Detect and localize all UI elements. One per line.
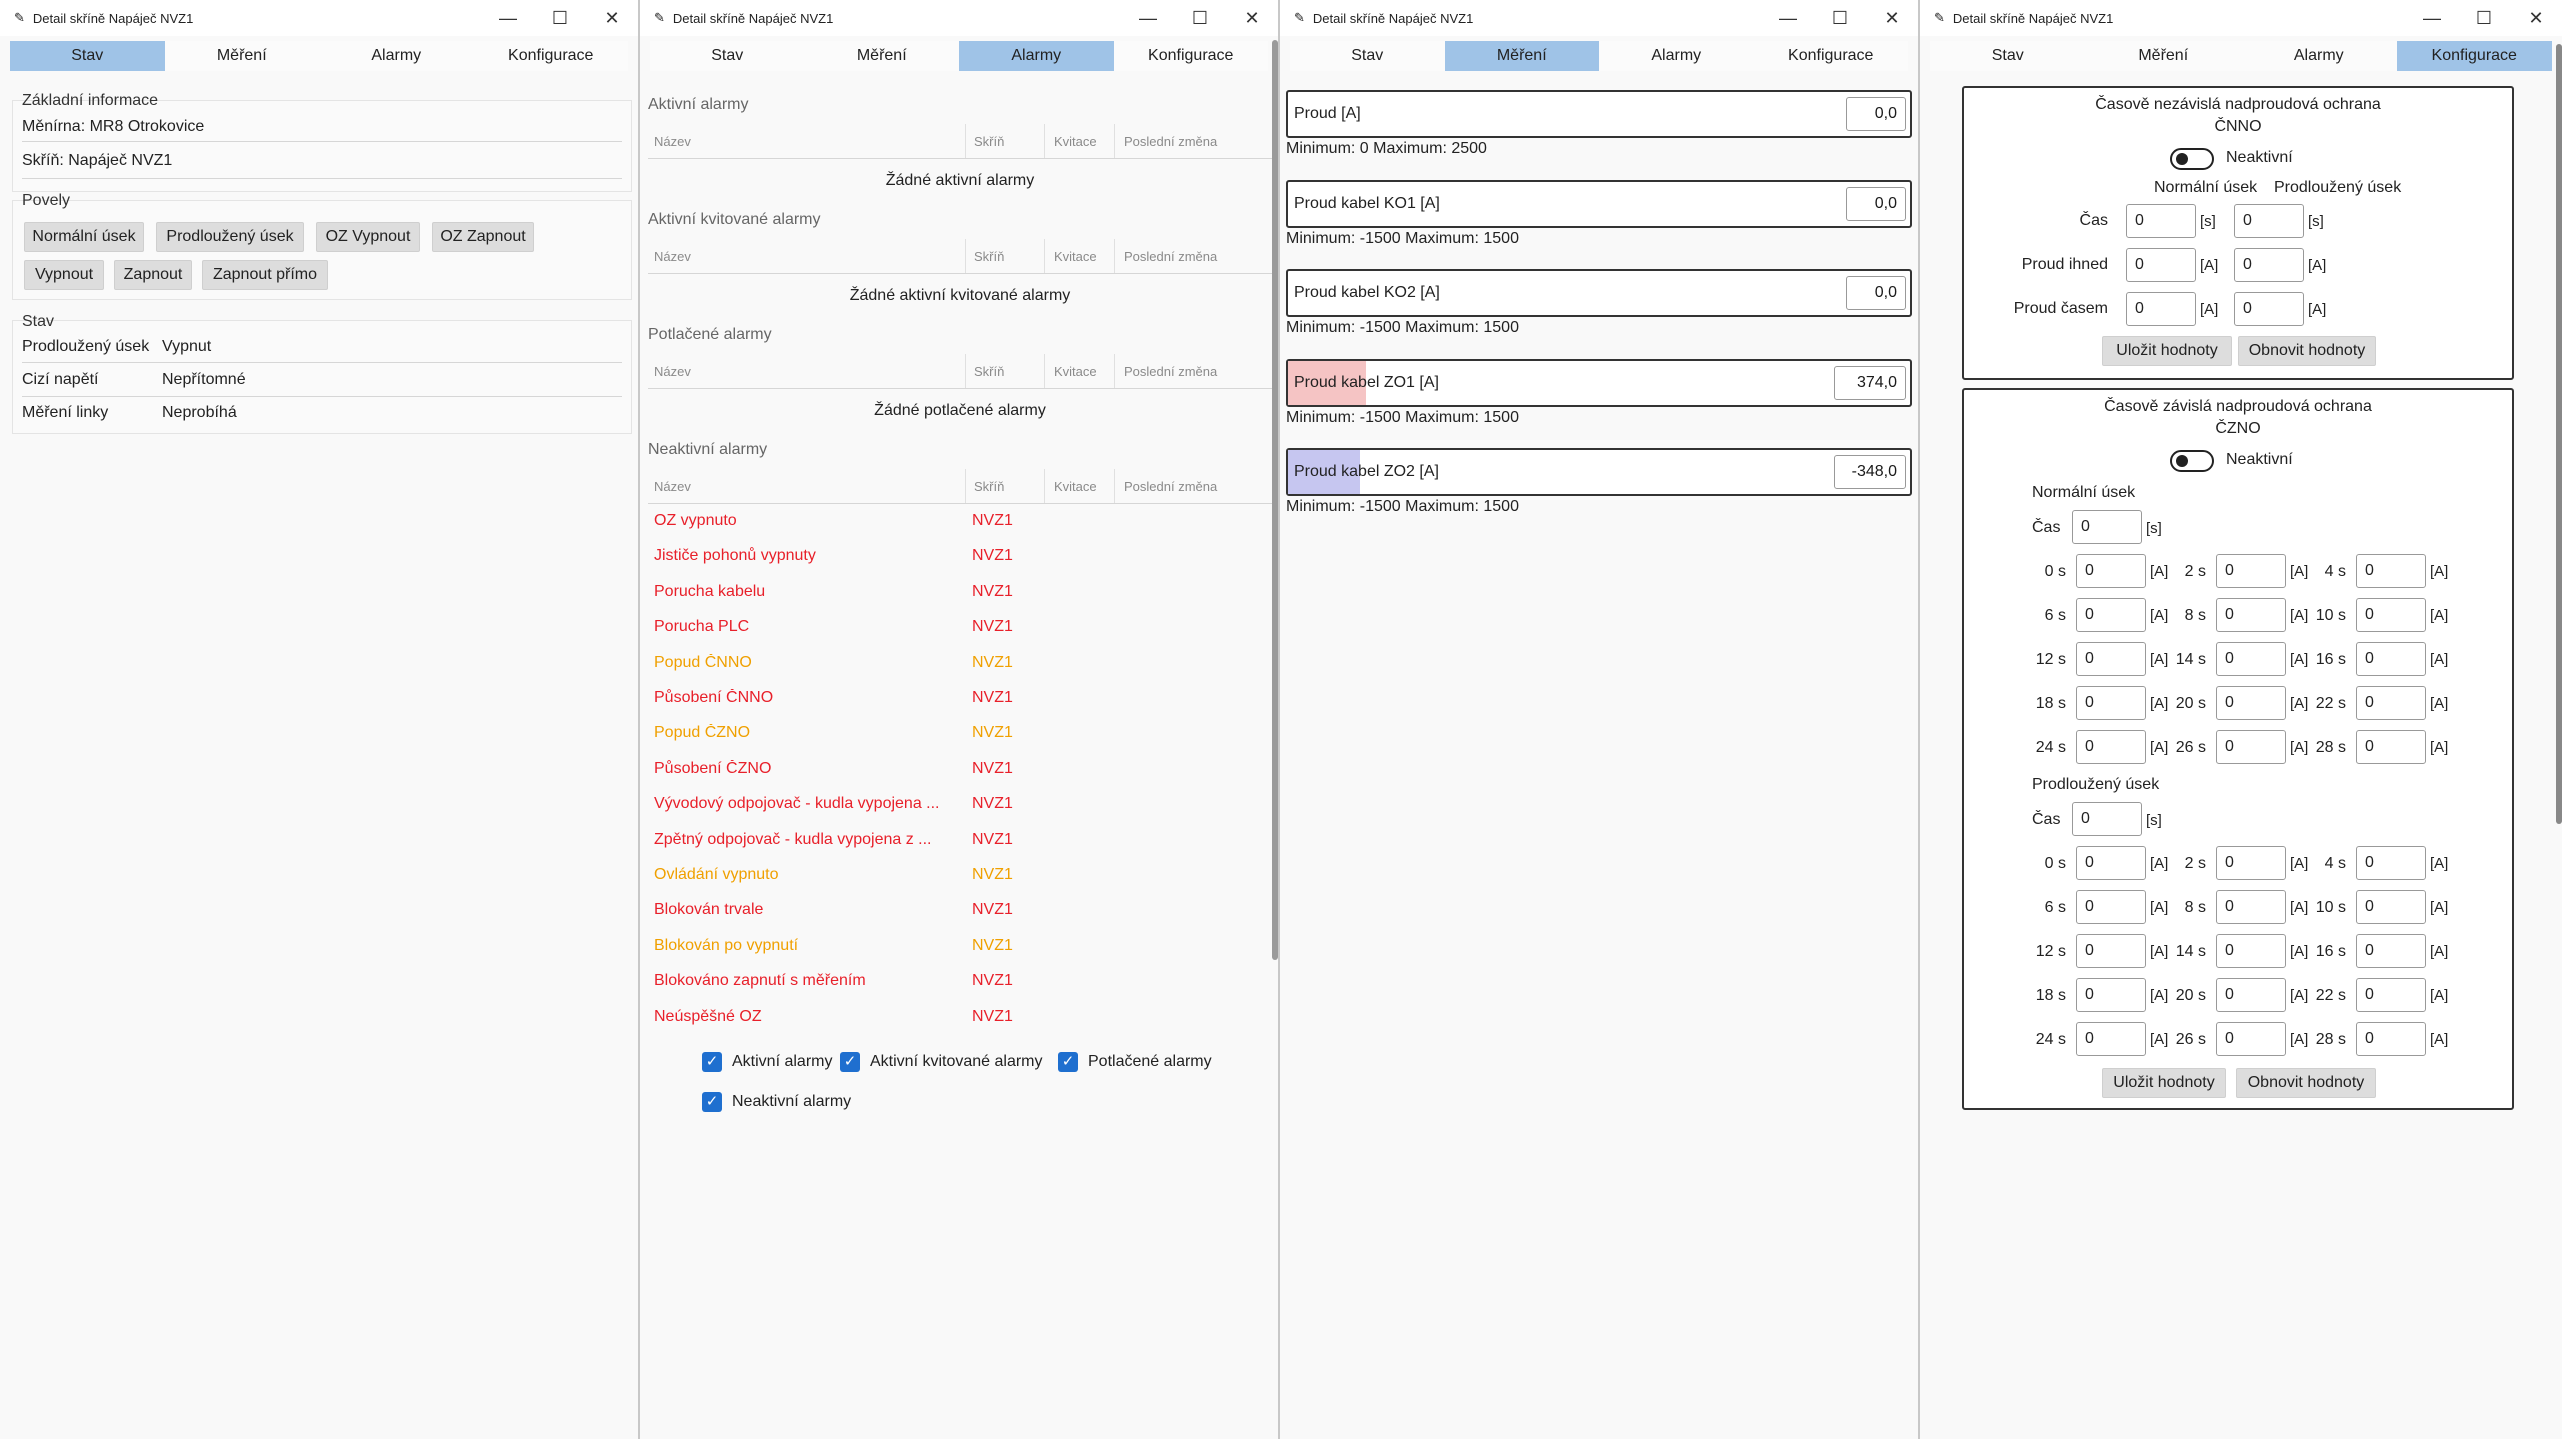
minimize-icon[interactable]: — [1139, 8, 1157, 28]
title-bar[interactable] [640, 0, 1278, 36]
title-bar[interactable] [1280, 0, 1918, 36]
czno-time-label: 28 s [2315, 1031, 2346, 1048]
cnno-save-button[interactable]: Uložit hodnoty [2102, 336, 2232, 366]
col-kvitace[interactable]: Kvitace [1054, 479, 1097, 494]
czno-current-input[interactable]: 0 [2216, 686, 2286, 720]
czno-prodl-cas-input[interactable]: 0 [2072, 802, 2142, 836]
czno-time-label: 2 s [2184, 855, 2206, 872]
unit-s: [s] [2146, 812, 2162, 829]
unit-a: [A] [2150, 695, 2169, 712]
czno-time-label: 12 s [2035, 651, 2066, 668]
col-kvitace[interactable]: Kvitace [1054, 134, 1097, 149]
col-nazev[interactable]: Název [654, 479, 691, 494]
czno-current-input[interactable]: 0 [2356, 934, 2426, 968]
empty-ack: Žádné aktivní kvitované alarmy [849, 287, 1071, 304]
measurement-value: -348,0 [1834, 455, 1906, 489]
czno-normal-cas-label: Čas [2032, 519, 2061, 536]
alarm-name[interactable]: Porucha kabelu [654, 582, 766, 600]
close-icon[interactable]: ✕ [604, 8, 620, 28]
czno-current-input[interactable]: 0 [2216, 978, 2286, 1012]
unit-a: [A] [2290, 899, 2309, 916]
unit-a: [A] [2430, 607, 2449, 624]
col-divider [1044, 469, 1045, 503]
filter-inactive-checkbox[interactable] [702, 1092, 851, 1112]
vypnout-button[interactable]: Vypnout [24, 260, 104, 290]
prodlouzeny-usek-button[interactable]: Prodloužený úsek [156, 222, 304, 252]
window-title: Detail skříně Napáječ NVZ1 [1952, 10, 2114, 26]
tab-alarmy[interactable]: Alarmy [959, 41, 1114, 71]
czno-current-input[interactable]: 0 [2356, 598, 2426, 632]
cnno-prodl-input[interactable]: 0 [2234, 204, 2304, 238]
tab-konfigurace[interactable]: Konfigurace [1788, 47, 1874, 64]
empty-suppressed: Žádné potlačené alarmy [874, 402, 1046, 419]
tab-stav[interactable]: Stav [1991, 47, 2024, 64]
czno-time-label: 14 s [2175, 651, 2206, 668]
czno-time-label: 10 s [2315, 607, 2346, 624]
cnno-subtitle: ČNNO [2214, 118, 2262, 135]
cnno-title: Časově nezávislá nadproudová ochrana [2095, 96, 2381, 113]
czno-time-label: 20 s [2175, 987, 2206, 1004]
czno-time-label: 8 s [2184, 899, 2206, 916]
czno-prodl-header: Prodloužený úsek [2032, 776, 2160, 793]
unit-a: [A] [2290, 563, 2309, 580]
alarm-name[interactable]: Zpětný odpojovač - kudla vypojena z ... [654, 830, 932, 848]
stav-row-label: Cizí napětí [22, 371, 99, 388]
divider [648, 273, 1276, 274]
czno-toggle-label: Neaktivní [2226, 451, 2293, 468]
measurement-value: 0,0 [1846, 187, 1906, 221]
col-skrin[interactable]: Skříň [974, 479, 1005, 494]
alarm-skrin: NVZ1 [972, 582, 1013, 600]
skrin-label: Skříň: Napáječ NVZ1 [22, 152, 173, 169]
measurement-name: Proud kabel KO2 [A] [1294, 284, 1440, 301]
stav-row-label: Měření linky [22, 404, 109, 421]
alarm-skrin: NVZ1 [972, 972, 1013, 990]
alarm-skrin: NVZ1 [972, 547, 1013, 565]
divider [648, 158, 1276, 159]
czno-time-label: 24 s [2035, 1031, 2066, 1048]
minimize-icon[interactable]: — [499, 8, 517, 28]
unit-a: [A] [2430, 943, 2449, 960]
oz-vypnout-button[interactable]: OZ Vypnout [316, 222, 420, 252]
unit-a: [A] [2430, 987, 2449, 1004]
stav-header: Stav [22, 313, 55, 330]
cnno-prodl-input[interactable]: 0 [2234, 292, 2304, 326]
alarm-name[interactable]: Blokován po vypnutí [654, 936, 799, 954]
alarm-name[interactable]: OZ vypnuto [654, 512, 737, 529]
czno-current-input[interactable]: 0 [2216, 890, 2286, 924]
measurement-minmax: Minimum: -1500 Maximum: 1500 [1286, 408, 1519, 426]
czno-title: Časově závislá nadproudová ochrana [2104, 398, 2372, 415]
col-skrin[interactable]: Skříň [974, 364, 1005, 379]
czno-toggle[interactable] [2170, 450, 2214, 472]
czno-current-input[interactable]: 0 [2216, 642, 2286, 676]
czno-current-input[interactable]: 0 [2076, 846, 2146, 880]
close-icon[interactable]: ✕ [2528, 8, 2544, 28]
czno-time-label: 22 s [2315, 987, 2346, 1004]
measurement-value: 0,0 [1846, 97, 1906, 131]
tab-mereni[interactable]: Měření [856, 47, 907, 64]
cnno-prodl-input[interactable]: 0 [2234, 248, 2304, 282]
unit-a: [A] [2430, 855, 2449, 872]
col-divider [1044, 239, 1045, 273]
measurement-row [1286, 359, 1912, 407]
alarm-name[interactable]: Neúspěšné OZ [654, 1007, 762, 1025]
col-skrin[interactable]: Skříň [974, 134, 1005, 149]
inactive-alarms-header: Neaktivní alarmy [648, 441, 768, 458]
unit-a: [A] [2150, 651, 2169, 668]
czno-time-label: 12 s [2035, 943, 2066, 960]
col-posledni-zmena[interactable]: Poslední změna [1124, 134, 1218, 149]
czno-current-input[interactable]: 0 [2076, 890, 2146, 924]
tab-alarmy[interactable]: Alarmy [1651, 47, 1702, 64]
czno-current-input[interactable]: 0 [2076, 598, 2146, 632]
czno-time-label: 18 s [2035, 987, 2066, 1004]
czno-time-label: 6 s [2044, 899, 2066, 916]
alarm-name[interactable]: Blokován trvale [654, 901, 764, 919]
zapnout-button[interactable]: Zapnout [114, 260, 192, 290]
unit-label: [A] [2200, 301, 2219, 318]
unit-a: [A] [2290, 607, 2309, 624]
alarm-name[interactable]: Ovládání vypnuto [654, 866, 779, 883]
title-bar[interactable] [0, 0, 638, 36]
czno-time-label: 14 s [2175, 943, 2206, 960]
alarm-name[interactable]: Porucha PLC [654, 618, 750, 636]
divider [648, 503, 1276, 504]
active-alarms-header: Aktivní alarmy [648, 96, 749, 113]
czno-current-input[interactable]: 0 [2356, 978, 2426, 1012]
col-divider [1114, 354, 1115, 388]
cnno-row-label: Čas [2079, 212, 2108, 229]
divider [22, 178, 622, 179]
czno-current-input[interactable]: 0 [2356, 686, 2426, 720]
czno-time-label: 16 s [2315, 651, 2346, 668]
czno-current-input[interactable]: 0 [2216, 1022, 2286, 1056]
czno-time-label: 0 s [2044, 855, 2066, 872]
scrollbar[interactable] [2556, 44, 2562, 824]
measurement-minmax: Minimum: 0 Maximum: 2500 [1286, 140, 1487, 157]
tab-stav[interactable]: Stav [10, 41, 165, 71]
alarm-name[interactable]: Popud ČZNO [654, 724, 751, 742]
window-title: Detail skříně Napáječ NVZ1 [672, 10, 834, 26]
unit-label: [A] [2200, 257, 2219, 274]
app-icon: ✎ [14, 10, 25, 25]
alarm-skrin: NVZ1 [972, 936, 1013, 954]
minimize-icon[interactable]: — [2423, 8, 2441, 28]
cnno-col-normal: Normální úsek [2154, 179, 2258, 196]
alarm-skrin: NVZ1 [972, 689, 1013, 706]
measurement-minmax: Minimum: -1500 Maximum: 1500 [1286, 229, 1519, 247]
col-divider [965, 354, 966, 388]
czno-current-input[interactable]: 0 [2076, 642, 2146, 676]
col-nazev[interactable]: Název [654, 134, 691, 149]
maximize-icon[interactable]: ☐ [2475, 8, 2493, 28]
unit-label: [A] [2308, 257, 2327, 274]
maximize-icon[interactable]: ☐ [1831, 8, 1849, 28]
window-title: Detail skříně Napáječ NVZ1 [32, 10, 194, 26]
alarm-name[interactable]: Vývodový odpojovač - kudla vypojena ... [654, 795, 940, 813]
divider [22, 141, 622, 142]
app-icon: ✎ [1934, 10, 1945, 25]
czno-current-input[interactable]: 0 [2216, 934, 2286, 968]
czno-current-input[interactable]: 0 [2076, 978, 2146, 1012]
tab-alarmy[interactable]: Alarmy [2293, 47, 2344, 64]
alarm-name[interactable]: Popud ČNNO [654, 653, 752, 671]
czno-time-label: 6 s [2044, 607, 2066, 624]
col-divider [965, 124, 966, 158]
czno-time-label: 16 s [2315, 943, 2346, 960]
divider [22, 396, 622, 397]
maximize-icon[interactable]: ☐ [551, 8, 569, 28]
col-divider [1114, 124, 1115, 158]
czno-current-input[interactable]: 0 [2356, 1022, 2426, 1056]
alarm-skrin: NVZ1 [972, 901, 1013, 919]
unit-a: [A] [2150, 987, 2169, 1004]
czno-subtitle: ČZNO [2215, 420, 2261, 437]
tab-konfigurace[interactable]: Konfigurace [2397, 41, 2553, 71]
filter-active-checkbox[interactable] [702, 1052, 832, 1072]
measurement-name: Proud kabel KO1 [A] [1294, 194, 1440, 212]
czno-time-label: 4 s [2324, 563, 2346, 580]
measurement-minmax: Minimum: -1500 Maximum: 1500 [1286, 498, 1519, 515]
filter-label: Neaktivní alarmy [732, 1093, 852, 1110]
alarm-skrin: NVZ1 [972, 759, 1013, 777]
filter-label: Aktivní alarmy [732, 1053, 833, 1070]
czno-current-input[interactable]: 0 [2076, 730, 2146, 764]
alarm-name[interactable]: Působení ČZNO [654, 759, 772, 777]
app-icon: ✎ [1294, 10, 1305, 25]
unit-a: [A] [2150, 607, 2169, 624]
window-stav [0, 0, 640, 1439]
czno-time-label: 20 s [2175, 695, 2206, 712]
tab-stav[interactable]: Stav [1351, 47, 1384, 64]
stav-row-value: Vypnut [162, 338, 212, 355]
suppressed-alarms-header: Potlačené alarmy [648, 326, 772, 343]
scrollbar[interactable] [1272, 40, 1278, 960]
czno-time-label: 0 s [2044, 563, 2066, 580]
unit-a: [A] [2430, 899, 2449, 916]
check-icon: ✓ [840, 1052, 860, 1072]
unit-a: [A] [2150, 855, 2169, 872]
stav-row-value: Neprobíhá [162, 404, 237, 421]
unit-a: [A] [2290, 1031, 2309, 1048]
tab-mereni[interactable]: Měření [2138, 47, 2189, 64]
minimize-icon[interactable]: — [1779, 8, 1797, 28]
measurement-row [1286, 448, 1912, 496]
tab-mereni[interactable]: Měření [216, 47, 267, 64]
measurement-name: Proud [A] [1294, 105, 1361, 122]
measurement-minmax: Minimum: -1500 Maximum: 1500 [1286, 319, 1519, 336]
cnno-normal-input[interactable]: 0 [2126, 204, 2196, 238]
ack-alarms-header: Aktivní kvitované alarmy [648, 211, 821, 228]
czno-current-input[interactable]: 0 [2356, 642, 2426, 676]
window-mereni [1280, 0, 1920, 1439]
check-icon: ✓ [702, 1052, 722, 1072]
check-icon: ✓ [1058, 1052, 1078, 1072]
filter-label: Aktivní kvitované alarmy [870, 1053, 1043, 1070]
unit-a: [A] [2430, 695, 2449, 712]
col-kvitace[interactable]: Kvitace [1054, 249, 1097, 264]
czno-time-label: 18 s [2035, 695, 2066, 712]
col-nazev[interactable]: Název [654, 249, 691, 264]
czno-time-label: 2 s [2184, 563, 2206, 580]
czno-time-label: 22 s [2315, 695, 2346, 712]
czno-refresh-button[interactable]: Obnovit hodnoty [2236, 1068, 2376, 1098]
col-divider [1114, 239, 1115, 273]
unit-a: [A] [2290, 695, 2309, 712]
unit-a: [A] [2150, 943, 2169, 960]
alarm-skrin: NVZ1 [972, 866, 1013, 883]
unit-a: [A] [2430, 1031, 2449, 1048]
oz-zapnout-button[interactable]: OZ Zapnout [432, 222, 534, 252]
measurement-row [1286, 269, 1912, 317]
title-bar[interactable] [1920, 0, 2562, 36]
czno-current-input[interactable]: 0 [2076, 1022, 2146, 1056]
unit-a: [A] [2430, 563, 2449, 580]
czno-normal-header: Normální úsek [2032, 484, 2136, 501]
divider [22, 362, 622, 363]
czno-current-input[interactable]: 0 [2076, 934, 2146, 968]
unit-s: [s] [2146, 520, 2162, 537]
menirna-label: Měnírna: MR8 Otrokovice [22, 118, 205, 135]
col-divider [965, 239, 966, 273]
basic-info-header: Základní informace [22, 92, 159, 109]
alarm-skrin: NVZ1 [972, 512, 1013, 529]
measurement-value: 0,0 [1846, 276, 1906, 310]
measurement-name: Proud kabel ZO2 [A] [1294, 463, 1439, 480]
cnno-toggle-label: Neaktivní [2226, 149, 2293, 166]
window-konfigurace [1920, 0, 2562, 1439]
col-posledni-zmena[interactable]: Poslední změna [1124, 479, 1218, 494]
col-divider [1044, 354, 1045, 388]
col-divider [965, 469, 966, 503]
normalni-usek-button[interactable]: Normální úsek [24, 222, 144, 252]
czno-time-label: 10 s [2315, 899, 2346, 916]
alarm-skrin: NVZ1 [972, 653, 1013, 671]
czno-time-label: 8 s [2184, 607, 2206, 624]
col-nazev[interactable]: Název [654, 364, 691, 379]
col-posledni-zmena[interactable]: Poslední změna [1124, 249, 1218, 264]
czno-save-button[interactable]: Uložit hodnoty [2102, 1068, 2226, 1098]
unit-a: [A] [2150, 739, 2169, 756]
cnno-normal-input[interactable]: 0 [2126, 248, 2196, 282]
czno-time-label: 24 s [2035, 739, 2066, 756]
czno-time-label: 26 s [2175, 739, 2206, 756]
czno-normal-cas-input[interactable]: 0 [2072, 510, 2142, 544]
czno-current-input[interactable]: 0 [2356, 554, 2426, 588]
czno-current-input[interactable]: 0 [2356, 890, 2426, 924]
czno-current-input[interactable]: 0 [2076, 554, 2146, 588]
cnno-toggle[interactable] [2170, 148, 2214, 170]
unit-a: [A] [2290, 651, 2309, 668]
unit-a: [A] [2290, 855, 2309, 872]
cnno-refresh-button[interactable]: Obnovit hodnoty [2238, 336, 2376, 366]
divider [648, 388, 1276, 389]
czno-time-label: 4 s [2324, 855, 2346, 872]
cnno-col-prodl: Prodloužený úsek [2274, 179, 2402, 196]
measurement-name: Proud kabel ZO1 [A] [1294, 373, 1439, 391]
filter-label: Potlačené alarmy [1088, 1053, 1212, 1070]
col-divider [1044, 124, 1045, 158]
alarm-name[interactable]: Jističe pohonů vypnuty [654, 547, 816, 565]
cnno-normal-input[interactable]: 0 [2126, 292, 2196, 326]
czno-time-label: 26 s [2175, 1031, 2206, 1048]
unit-label: [s] [2200, 213, 2216, 230]
check-icon: ✓ [702, 1092, 722, 1112]
window-title: Detail skříně Napáječ NVZ1 [1312, 10, 1474, 26]
povely-header: Povely [22, 192, 71, 209]
app-icon: ✎ [654, 10, 665, 25]
filter-suppressed-checkbox[interactable] [1058, 1052, 1212, 1072]
tab-konfigurace[interactable]: Konfigurace [1148, 47, 1234, 64]
stav-row-value: Nepřítomné [162, 371, 246, 388]
measurement-row [1286, 90, 1912, 138]
czno-current-input[interactable]: 0 [2356, 846, 2426, 880]
cnno-row-label: Proud časem [2013, 300, 2108, 317]
tab-alarmy[interactable]: Alarmy [371, 47, 422, 64]
unit-label: [A] [2308, 301, 2327, 318]
czno-current-input[interactable]: 0 [2076, 686, 2146, 720]
col-kvitace[interactable]: Kvitace [1054, 364, 1097, 379]
alarm-skrin: NVZ1 [972, 795, 1013, 813]
col-divider [1114, 469, 1115, 503]
alarm-skrin: NVZ1 [972, 830, 1013, 848]
maximize-icon[interactable]: ☐ [1191, 8, 1209, 28]
col-skrin[interactable]: Skříň [974, 249, 1005, 264]
stav-row-label: Prodloužený úsek [22, 338, 150, 355]
zapnout-primo-button[interactable]: Zapnout přímo [202, 260, 328, 290]
cnno-row-label: Proud ihned [2021, 256, 2108, 273]
close-icon[interactable]: ✕ [1884, 8, 1900, 28]
alarm-skrin: NVZ1 [972, 1007, 1013, 1025]
unit-a: [A] [2430, 739, 2449, 756]
unit-a: [A] [2290, 739, 2309, 756]
empty-active: Žádné aktivní alarmy [885, 172, 1035, 189]
unit-a: [A] [2430, 651, 2449, 668]
unit-a: [A] [2150, 899, 2169, 916]
measurement-value: 374,0 [1834, 366, 1906, 400]
unit-a: [A] [2290, 943, 2309, 960]
tab-mereni[interactable]: Měření [1445, 41, 1600, 71]
unit-a: [A] [2150, 563, 2169, 580]
unit-label: [s] [2308, 213, 2324, 230]
alarm-skrin: NVZ1 [972, 618, 1013, 636]
czno-current-input[interactable]: 0 [2216, 554, 2286, 588]
alarm-name[interactable]: Blokováno zapnutí s měřením [654, 972, 866, 990]
czno-prodl-cas-label: Čas [2032, 811, 2061, 828]
tab-stav[interactable]: Stav [711, 47, 744, 64]
czno-current-input[interactable]: 0 [2216, 730, 2286, 764]
czno-time-label: 28 s [2315, 739, 2346, 756]
col-posledni-zmena[interactable]: Poslední změna [1124, 364, 1218, 379]
czno-current-input[interactable]: 0 [2356, 730, 2426, 764]
czno-current-input[interactable]: 0 [2216, 846, 2286, 880]
alarm-skrin: NVZ1 [972, 724, 1013, 742]
czno-current-input[interactable]: 0 [2216, 598, 2286, 632]
alarm-name[interactable]: Působení ČNNO [654, 689, 774, 706]
tab-konfigurace[interactable]: Konfigurace [508, 47, 594, 64]
measurement-row [1286, 180, 1912, 228]
unit-a: [A] [2150, 1031, 2169, 1048]
unit-a: [A] [2290, 987, 2309, 1004]
close-icon[interactable]: ✕ [1244, 8, 1260, 28]
window-alarmy [640, 0, 1280, 1439]
filter-ack-checkbox[interactable] [840, 1052, 1043, 1072]
